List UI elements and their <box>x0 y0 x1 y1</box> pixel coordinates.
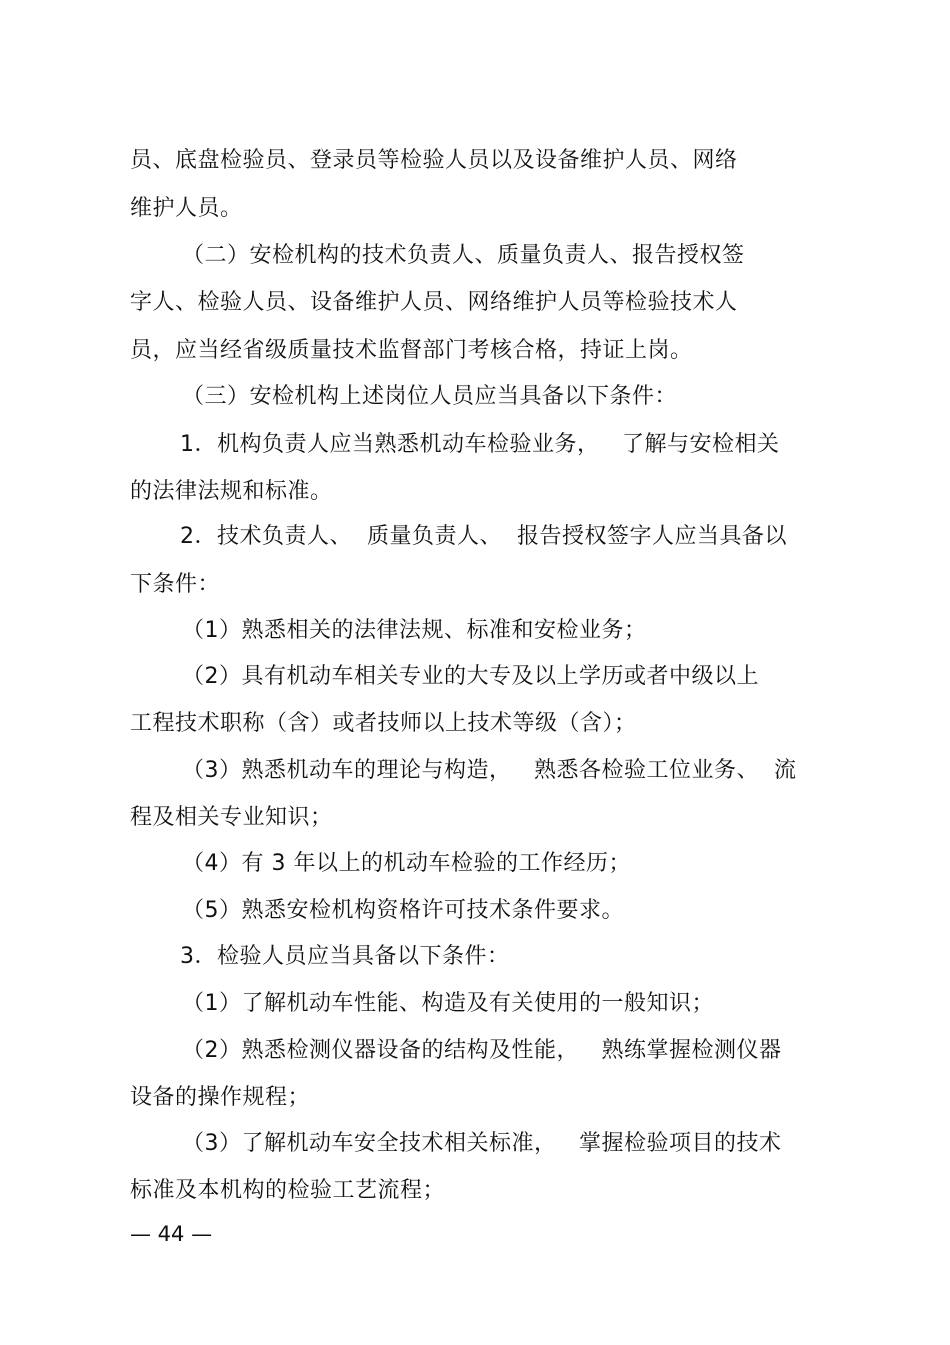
text-line: 标准及本机构的检验工艺流程； <box>130 1178 446 1203</box>
text-line: （2）具有机动车相关专业的大专及以上学历或者中级以上 <box>182 664 759 689</box>
text-line: （5）熟悉安检机构资格许可技术条件要求。 <box>182 898 624 923</box>
text-line: 2．技术负责人、 质量负责人、 报告授权签字人应当具备以 <box>180 524 787 549</box>
text-line: （1）熟悉相关的法律法规、标准和安检业务； <box>182 618 647 643</box>
page-number: — 44 — <box>130 1222 213 1246</box>
text-line: 员，应当经省级质量技术监督部门考核合格，持证上岗。 <box>130 338 693 363</box>
text-line: 程及相关专业知识； <box>130 805 333 830</box>
text-line: 员、底盘检验员、登录员等检验人员以及设备维护人员、网络 <box>130 148 738 173</box>
text-line: （三）安检机构上述岗位人员应当具备以下条件： <box>182 384 678 409</box>
text-line: 的法律法规和标准。 <box>130 479 333 504</box>
text-line: 3．检验人员应当具备以下条件： <box>180 944 510 969</box>
text-line: （1）了解机动车性能、构造及有关使用的一般知识； <box>182 991 714 1016</box>
text-line: 工程技术职称（含）或者技师以上技术等级（含）； <box>130 711 637 736</box>
text-line: 维护人员。 <box>130 196 243 221</box>
text-line: （3）熟悉机动车的理论与构造， 熟悉各检验工位业务、 流 <box>182 758 797 783</box>
text-line: 字人、检验人员、设备维护人员、网络维护人员等检验技术人 <box>130 290 738 315</box>
text-line: 设备的操作规程； <box>130 1085 311 1110</box>
text-line: （4）有 3 年以上的机动车检验的工作经历； <box>182 851 631 876</box>
text-line: （2）熟悉检测仪器设备的结构及性能， 熟练掌握检测仪器 <box>182 1038 782 1063</box>
text-line: 下条件： <box>130 572 221 597</box>
text-line: （二）安检机构的技术负责人、质量负责人、报告授权签 <box>182 243 745 268</box>
text-line: （3）了解机动车安全技术相关标准， 掌握检验项目的技术 <box>182 1131 782 1156</box>
text-line: 1．机构负责人应当熟悉机动车检验业务， 了解与安检相关 <box>180 432 780 457</box>
